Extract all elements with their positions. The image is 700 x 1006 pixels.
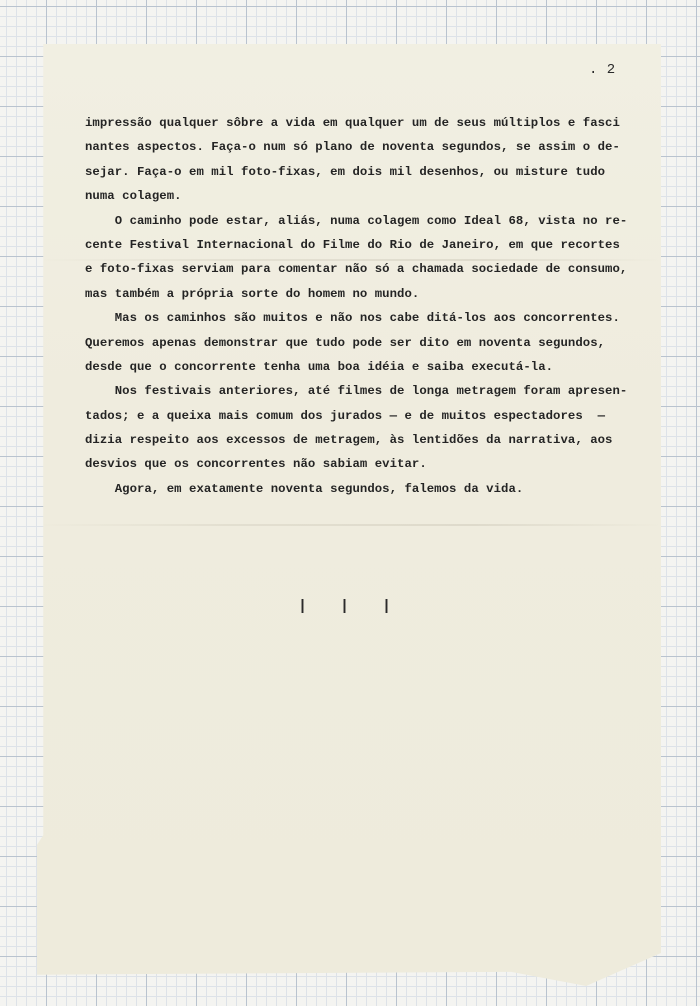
text-line: Nos festivais anteriores, até filmes de longa metragem foram apresen- bbox=[85, 384, 628, 399]
text-line: e foto-fixas serviam para comentar não só a chamada sociedade de consumo, bbox=[85, 262, 628, 277]
text-line: O caminho pode estar, aliás, numa colagem como Ideal 68, vista no re- bbox=[85, 213, 628, 228]
text-line: desvios que os concorrentes não sabiam evitar. bbox=[85, 457, 427, 472]
page-number: . 2 bbox=[589, 62, 616, 78]
text-line: sejar. Faça-o em mil foto-fixas, em dois mil desenhos, ou misture tudo bbox=[85, 164, 606, 179]
text-line: Queremos apenas demonstrar que tudo pode ser dito em noventa segundos, bbox=[85, 335, 606, 350]
text-line: impressão qualquer sôbre a vida em qualquer um de seus múltiplos e fasci bbox=[85, 116, 620, 130]
text-line: desde que o concorrente tenha uma boa idéia e saiba executá-la. bbox=[85, 359, 554, 374]
text-line: nantes aspectos. Faça-o num só plano de noventa segundos, se assim o de- bbox=[85, 140, 620, 155]
body-text bbox=[85, 111, 645, 501]
text-line: cente Festival Internacional do Filme do Rio de Janeiro, em que recortes bbox=[85, 237, 620, 252]
text-line: tados; e a queixa mais comum dos jurados — e de muitos espectadores — bbox=[85, 408, 606, 423]
paper-crease bbox=[37, 524, 661, 526]
text-line: numa colagem. bbox=[85, 189, 182, 204]
end-marks: | | | bbox=[298, 598, 404, 615]
text-line: Agora, em exatamente noventa segundos, falemos da vida. bbox=[85, 481, 524, 496]
text-line: mas também a própria sorte do homem no mundo. bbox=[85, 286, 420, 301]
text-line: Mas os caminhos são muitos e não nos cabe ditá-los aos concorrentes. bbox=[85, 311, 620, 326]
text-line: dizia respeito aos excessos de metragem, às lentidões da narrativa, aos bbox=[85, 433, 613, 448]
